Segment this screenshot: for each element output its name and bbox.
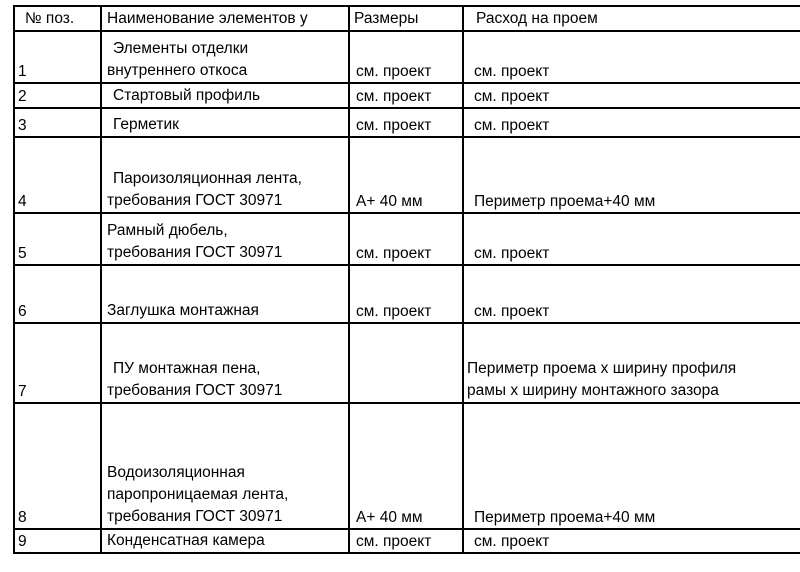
row-name-line: требования ГОСТ 30971 [107,382,283,399]
row-consumption: см. проект [463,108,800,137]
row-consumption: см. проект [463,529,800,553]
row-name [101,529,349,553]
row-name-line: Элементы отделки [113,40,249,57]
row-name-line: Герметик [113,116,179,133]
table-row [14,323,800,403]
row-number: 7 [14,323,101,403]
table-row [14,265,800,323]
row-number: 6 [14,265,101,323]
table-row [14,213,800,265]
row-name-line: Заглушка монтажная [107,302,259,319]
row-size: см. проект [349,83,463,108]
row-consumption: см. проект [463,265,800,323]
row-name [101,403,349,529]
row-size: см. проект [349,31,463,83]
table-row [14,83,800,108]
row-consumption-line: Периметр проема х ширину профиля [467,360,737,377]
row-number: 1 [14,31,101,83]
table-row [14,403,800,529]
row-size: см. проект [349,213,463,265]
row-number: 4 [14,137,101,213]
row-name-line: Пароизоляционная лента, [113,170,302,187]
row-number: 2 [14,83,101,108]
materials-table [13,5,800,554]
row-size: А+ 40 мм [349,403,463,529]
row-name-line: Водоизоляционная [107,464,245,481]
row-name-line: требования ГОСТ 30971 [107,244,283,261]
row-name [101,137,349,213]
row-consumption: Периметр проема+40 мм [463,403,800,529]
row-name-line: ПУ монтажная пена, [113,360,261,377]
header-name: Наименование элементов у [101,6,349,31]
row-name [101,265,349,323]
row-name [101,108,349,137]
table-row [14,108,800,137]
row-name-line: Рамный дюбель, [107,222,228,239]
header-position: № поз. [14,6,101,31]
row-name [101,83,349,108]
row-number: 9 [14,529,101,553]
header-size: Размеры [349,6,463,31]
row-size: см. проект [349,265,463,323]
row-consumption [463,323,800,403]
row-name [101,323,349,403]
row-consumption: Периметр проема+40 мм [463,137,800,213]
row-consumption-line: рамы х ширину монтажного зазора [467,382,719,399]
row-size [349,323,463,403]
row-consumption: см. проект [463,31,800,83]
table-row [14,31,800,83]
row-number: 8 [14,403,101,529]
row-name [101,31,349,83]
row-name [101,213,349,265]
row-size: А+ 40 мм [349,137,463,213]
table-row [14,137,800,213]
header-consumption: Расход на проем [463,6,800,31]
row-consumption: см. проект [463,83,800,108]
row-name-line: внутреннего откоса [107,62,248,79]
row-name-line: Конденсатная камера [107,532,265,549]
row-name-line: требования ГОСТ 30971 [107,192,283,209]
table-row [14,529,800,553]
table-header-row [14,6,800,31]
row-consumption: см. проект [463,213,800,265]
row-name-line: требования ГОСТ 30971 [107,508,283,525]
row-size: см. проект [349,108,463,137]
row-name-line: паропроницаемая лента, [107,486,289,503]
row-number: 5 [14,213,101,265]
row-name-line: Стартовый профиль [113,87,261,104]
row-number: 3 [14,108,101,137]
row-size: см. проект [349,529,463,553]
